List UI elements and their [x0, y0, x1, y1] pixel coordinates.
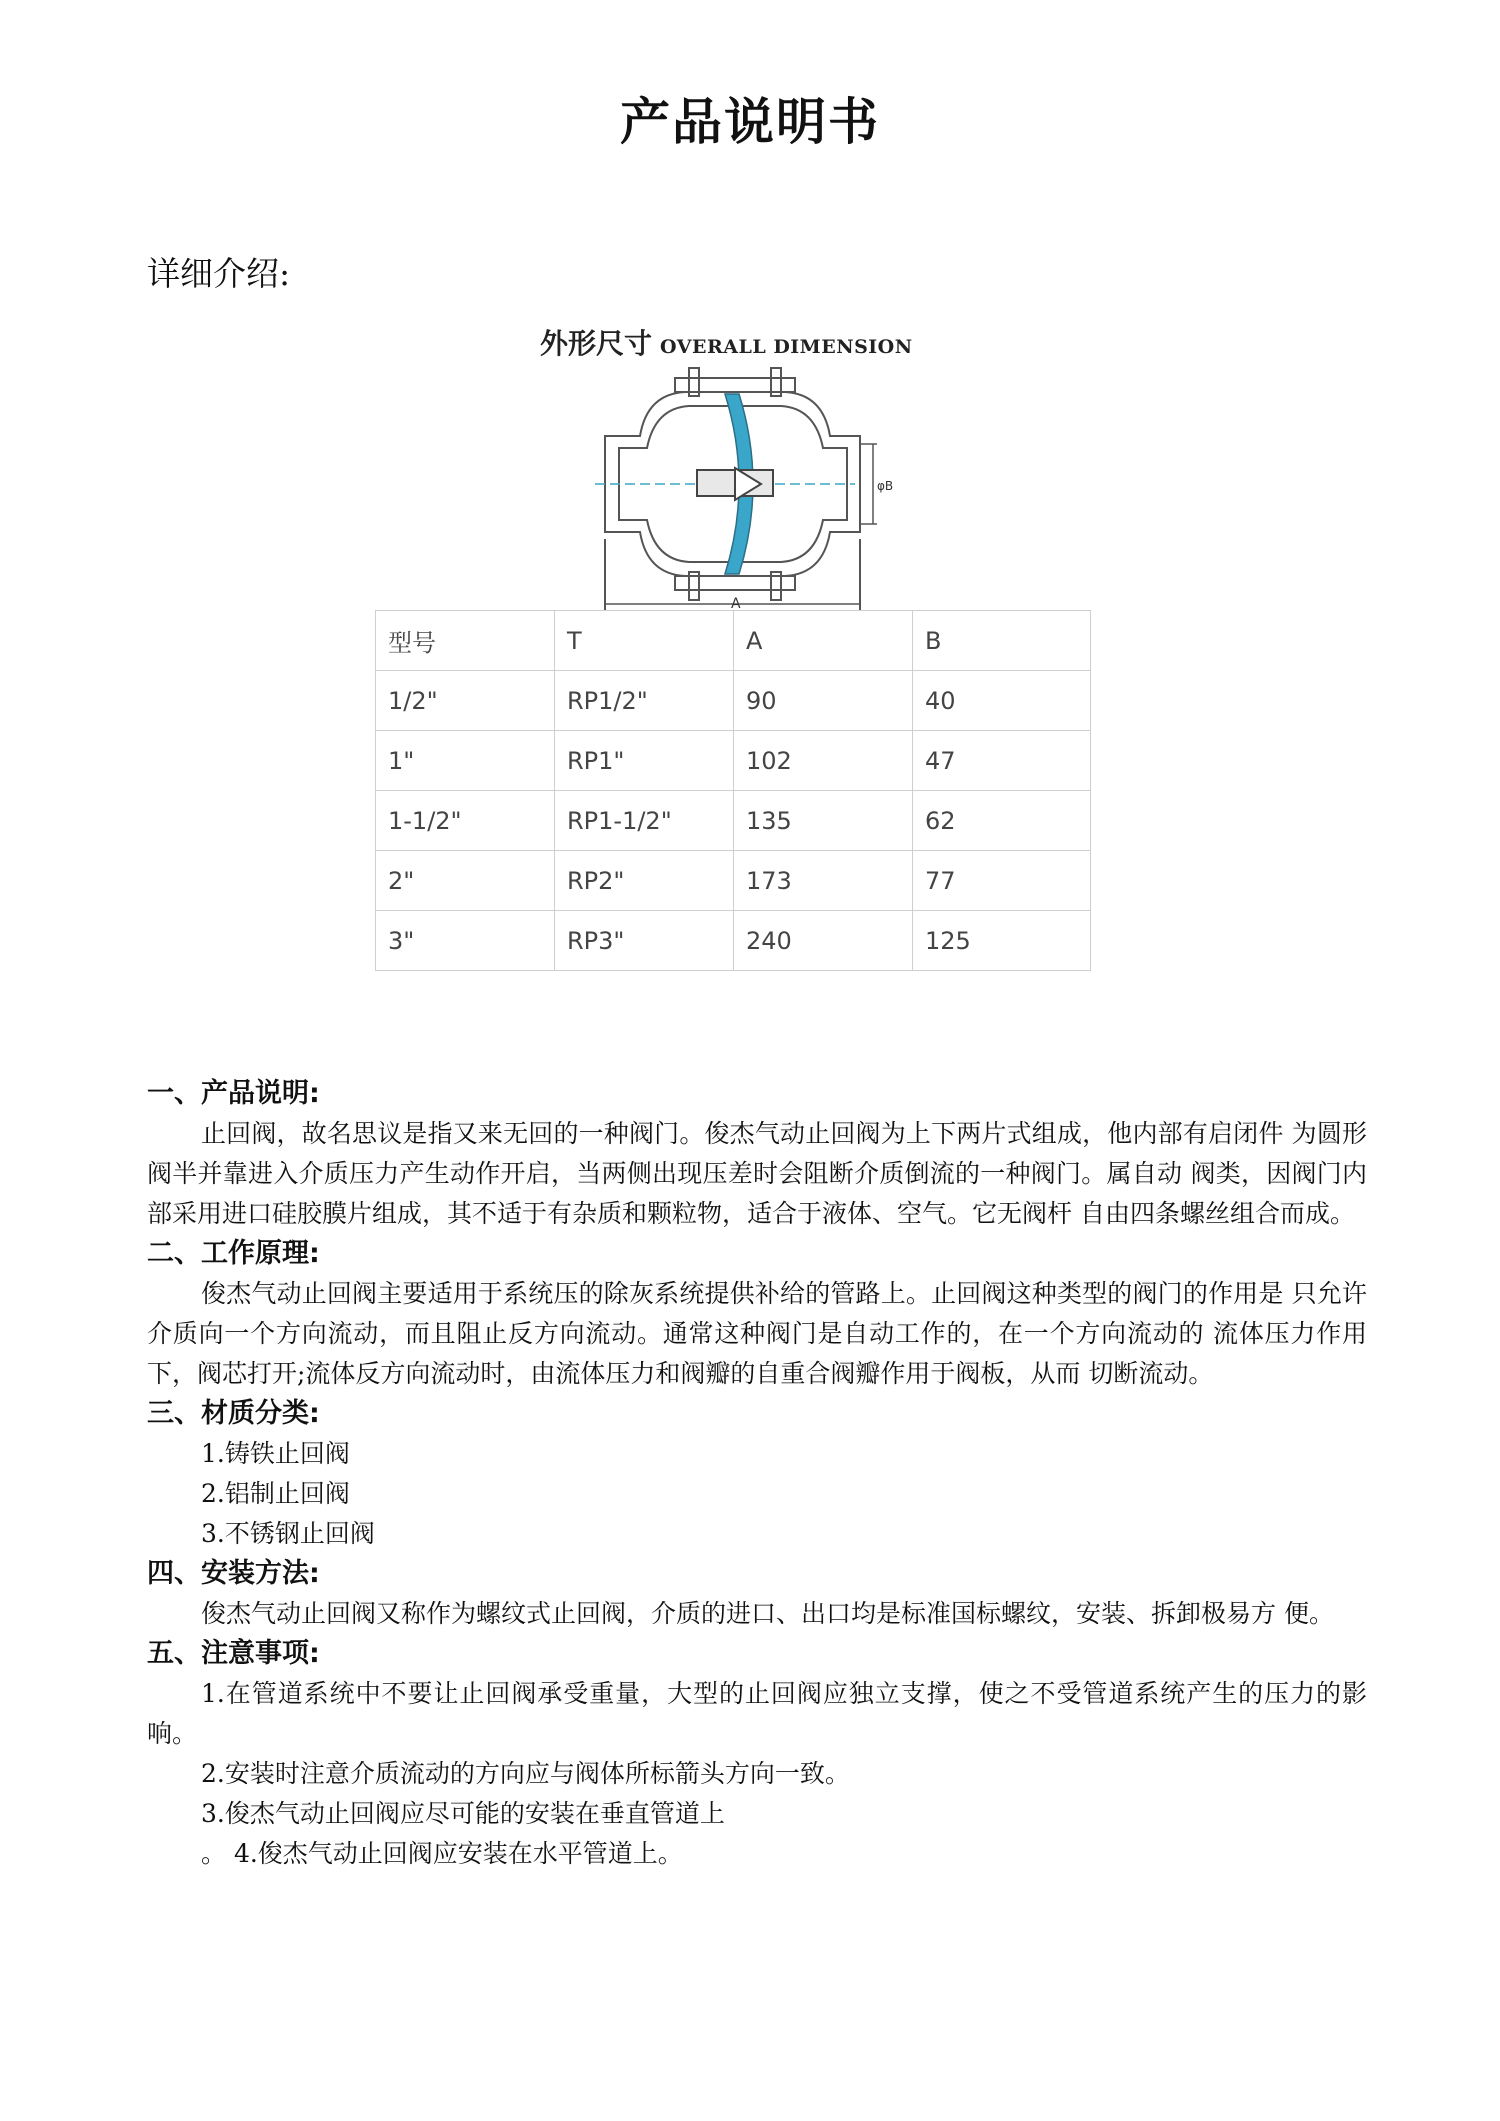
table-cell: RP1"	[555, 731, 734, 791]
table-cell: RP3"	[555, 911, 734, 971]
valve-diagram	[585, 364, 894, 612]
material-item: 3.不锈钢止回阀	[201, 1519, 375, 1548]
table-row	[376, 851, 1091, 911]
table-cell: 3"	[376, 911, 555, 971]
document-title: 产品说明书	[620, 93, 880, 151]
table-cell: 135	[734, 791, 913, 851]
table-cell: 173	[734, 851, 913, 911]
notes-item: 3.俊杰气动止回阀应尽可能的安装在垂直管道上	[201, 1799, 725, 1828]
table-row	[376, 791, 1091, 851]
table-cell: 1/2"	[376, 671, 555, 731]
dimension-label-a: A	[731, 596, 741, 612]
section-heading-notes: 五、注意事项:	[147, 1638, 320, 1669]
table-cell: 240	[734, 911, 913, 971]
table-cell: RP1-1/2"	[555, 791, 734, 851]
table-cell: 77	[913, 851, 1091, 911]
figure-caption-en: OVERALL DIMENSION	[660, 336, 913, 358]
table-cell: 47	[913, 731, 1091, 791]
table-cell: 1"	[376, 731, 555, 791]
section-heading-product-description: 一、产品说明:	[147, 1078, 320, 1109]
material-item: 1.铸铁止回阀	[201, 1439, 350, 1468]
table-header-cell: B	[913, 611, 1091, 671]
table-row	[376, 731, 1091, 791]
notes-item: 1.在管道系统中不要让止回阀承受重量，大型的止回阀应独立支撑，使之不受管道系统产生的压力的影响。	[147, 1679, 1367, 1748]
table-cell: 62	[913, 791, 1091, 851]
table-header-cell: 型号	[376, 611, 555, 671]
intro-label: 详细介绍:	[147, 254, 291, 293]
section-body-product-description: 止回阀，故名思议是指又来无回的一种阀门。俊杰气动止回阀为上下两片式组成，他内部有启闭件 为圆形阀半并靠进入介质压力产生动作开启，当两侧出现压差时会阻断介质倒流的一种阀门。属自动 阀类，因阀门内部采用进口硅胶膜片组成，其不适于有杂质和颗粒物，适合于液体、空气。它无阀杆 自由四条螺丝组合而成。	[147, 1119, 1367, 1228]
material-item: 2.铝制止回阀	[201, 1479, 350, 1508]
table-row	[376, 671, 1091, 731]
dimension-table	[375, 610, 1091, 971]
table-cell: 40	[913, 671, 1091, 731]
figure-caption-cn: 外形尺寸	[540, 327, 653, 360]
table-cell: 125	[913, 911, 1091, 971]
table-cell: 90	[734, 671, 913, 731]
dimension-label-b: φB	[877, 479, 894, 493]
table-header-row	[376, 611, 1091, 671]
section-heading-working-principle: 二、工作原理:	[147, 1238, 320, 1269]
section-body-working-principle: 俊杰气动止回阀主要适用于系统压的除灰系统提供补给的管路上。止回阀这种类型的阀门的作用是 只允许介质向一个方向流动，而且阻止反方向流动。通常这种阀门是自动工作的，在一个方向流动的 流体压力作用下，阀芯打开;流体反方向流动时，由流体压力和阀瓣的自重合阀瓣作用于阀板，从而 切断流动。	[147, 1279, 1367, 1388]
document-body	[147, 1074, 1367, 1874]
section-heading-installation: 四、安装方法:	[147, 1558, 320, 1589]
table-header-cell: A	[734, 611, 913, 671]
table-cell: 1-1/2"	[376, 791, 555, 851]
section-heading-material: 三、材质分类:	[147, 1398, 320, 1429]
table-cell: 102	[734, 731, 913, 791]
table-row	[376, 911, 1091, 971]
table-cell: RP1/2"	[555, 671, 734, 731]
table-cell: RP2"	[555, 851, 734, 911]
figure-caption	[540, 322, 913, 362]
notes-item: 。 4.俊杰气动止回阀应安装在水平管道上。	[201, 1839, 683, 1868]
table-cell: 2"	[376, 851, 555, 911]
notes-item: 2.安装时注意介质流动的方向应与阀体所标箭头方向一致。	[201, 1759, 850, 1788]
table-header-cell: T	[555, 611, 734, 671]
section-body-installation: 俊杰气动止回阀又称作为螺纹式止回阀，介质的进口、出口均是标准国标螺纹，安装、拆卸极易方 便。	[201, 1599, 1334, 1628]
